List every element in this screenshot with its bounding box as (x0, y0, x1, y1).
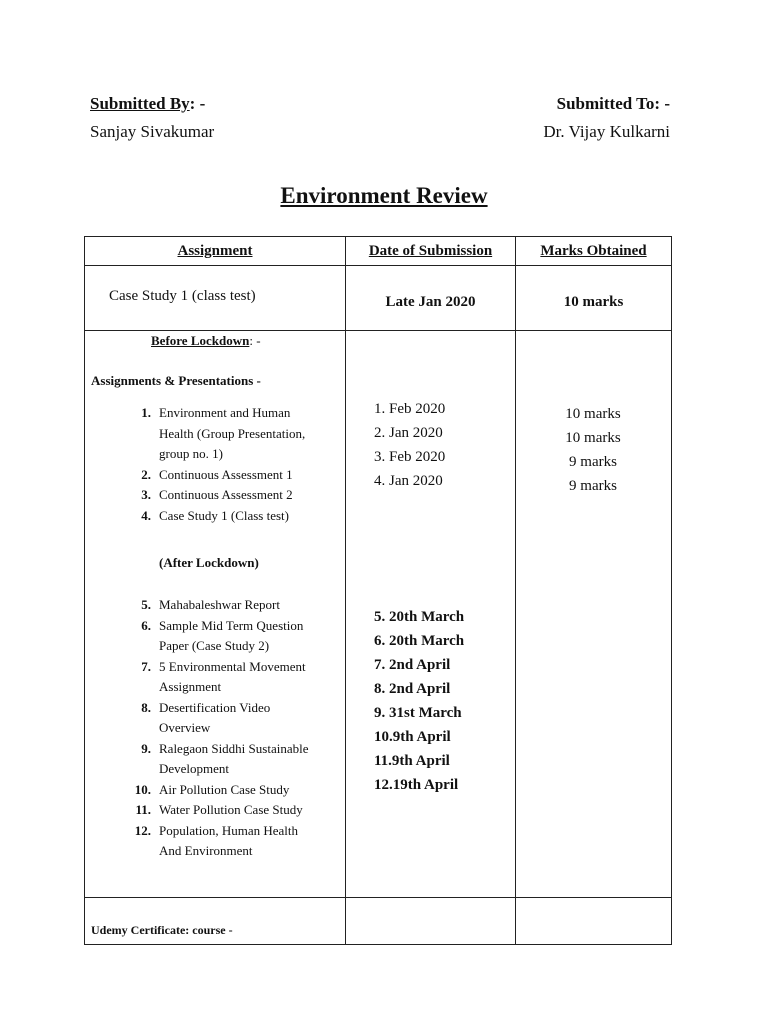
udemy-date-cell (346, 898, 516, 945)
column-header-date: Date of Submission (346, 237, 516, 266)
item-text-line: Continuous Assessment 1 (159, 466, 293, 482)
marks-item: 10 marks (565, 406, 621, 422)
item-text-line: Population, Human Health (159, 822, 299, 838)
item-text-line: Case Study 1 (Class test) (159, 507, 289, 523)
item-text-line: Assignment (159, 679, 222, 694)
date-item: 5. 20th March (374, 609, 465, 625)
date-item: 9. 31st March (374, 705, 462, 721)
submitted-by-suffix: : - (189, 94, 206, 113)
date-item: 10.9th April (374, 729, 451, 745)
date-item: 6. 20th March (374, 633, 465, 649)
item-number: 1. (141, 405, 151, 420)
table-row (85, 331, 672, 898)
date-item: 1. Feb 2020 (374, 401, 446, 417)
marks-cell (516, 331, 672, 898)
case-study-date: Late Jan 2020 (346, 266, 516, 331)
item-text-line: Overview (159, 720, 211, 735)
date-item: 11.9th April (374, 753, 450, 769)
submitted-to-name: Dr. Vijay Kulkarni (543, 122, 670, 141)
date-item: 8. 2nd April (374, 681, 451, 697)
item-number: 12. (134, 822, 151, 838)
before-lockdown-list (85, 403, 346, 526)
submitted-by-heading (90, 94, 205, 114)
item-text-line: And Environment (159, 843, 253, 858)
udemy-marks-cell (516, 898, 672, 945)
item-number: 9. (141, 740, 151, 756)
submitted-to-label: Submitted To (556, 94, 655, 113)
item-number: 11. (135, 802, 151, 817)
list-item (85, 800, 346, 821)
item-number: 3. (141, 487, 151, 502)
list-item (85, 657, 346, 698)
after-lockdown-heading: (After Lockdown) (159, 555, 259, 570)
item-text-line: Paper (Case Study 2) (159, 638, 270, 653)
item-number: 2. (141, 466, 151, 482)
list-item (85, 595, 346, 616)
table-header-row (85, 237, 672, 266)
submitted-to-suffix: : - (654, 94, 670, 113)
submitted-by-name: Sanjay Sivakumar (90, 122, 215, 141)
item-text-line: Water Pollution Case Study (159, 802, 303, 817)
dates-cell (346, 331, 516, 898)
page-title: Environment Review (280, 183, 488, 208)
list-item (85, 698, 346, 739)
submitted-to-heading (557, 94, 670, 114)
column-header-marks: Marks Obtained (516, 237, 672, 266)
list-item (85, 506, 346, 527)
item-number: 8. (141, 699, 151, 715)
before-lockdown-suffix: : - (249, 333, 261, 348)
list-item (85, 821, 346, 862)
before-lockdown-marks (516, 402, 670, 498)
after-lockdown-list (85, 595, 346, 862)
marks-item: 10 marks (565, 430, 621, 446)
item-text-line: Health (Group Presentation, (159, 425, 306, 441)
date-item: 4. Jan 2020 (374, 473, 443, 489)
item-text-line: Environment and Human (159, 405, 291, 420)
item-text-line: 5 Environmental Movement (159, 658, 306, 674)
item-number: 7. (141, 658, 151, 674)
case-study-cell: Case Study 1 (class test) (85, 266, 346, 331)
marks-item: 9 marks (569, 454, 617, 470)
list-item (85, 780, 346, 801)
date-item: 12.19th April (374, 777, 459, 793)
date-item: 3. Feb 2020 (374, 449, 446, 465)
date-item: 7. 2nd April (374, 657, 451, 673)
item-text-line: Sample Mid Term Question (159, 617, 304, 633)
column-header-assignment: Assignment (85, 237, 346, 266)
item-number: 4. (141, 507, 151, 523)
date-item: 2. Jan 2020 (374, 425, 443, 441)
before-lockdown-dates (374, 397, 445, 493)
list-item (85, 616, 346, 657)
item-text-line: group no. 1) (159, 446, 223, 461)
before-lockdown-heading (151, 333, 261, 349)
after-lockdown-dates (374, 605, 464, 797)
item-text-line: Development (159, 761, 230, 776)
table-row (85, 266, 672, 331)
item-number: 10. (134, 781, 151, 797)
list-item (85, 485, 346, 506)
assignments-presentations-heading: Assignments & Presentations - (91, 373, 261, 388)
marks-item: 9 marks (569, 478, 617, 494)
udemy-certificate-cell: Udemy Certificate: course - (85, 898, 346, 945)
item-text-line: Mahabaleshwar Report (159, 597, 280, 612)
list-item (85, 465, 346, 486)
item-number: 5. (141, 597, 151, 612)
item-text-line: Desertification Video (159, 699, 271, 715)
submitted-by-label: Submitted By (90, 94, 190, 113)
item-text-line: Air Pollution Case Study (159, 781, 290, 797)
item-number: 6. (141, 617, 151, 633)
assignments-cell (85, 331, 346, 898)
list-item (85, 403, 346, 465)
item-text-line: Ralegaon Siddhi Sustainable (159, 740, 309, 756)
review-table (84, 236, 672, 945)
before-lockdown-label: Before Lockdown (151, 333, 250, 348)
item-text-line: Continuous Assessment 2 (159, 487, 293, 502)
case-study-marks: 10 marks (516, 266, 672, 331)
list-item (85, 739, 346, 780)
table-row (85, 898, 672, 945)
